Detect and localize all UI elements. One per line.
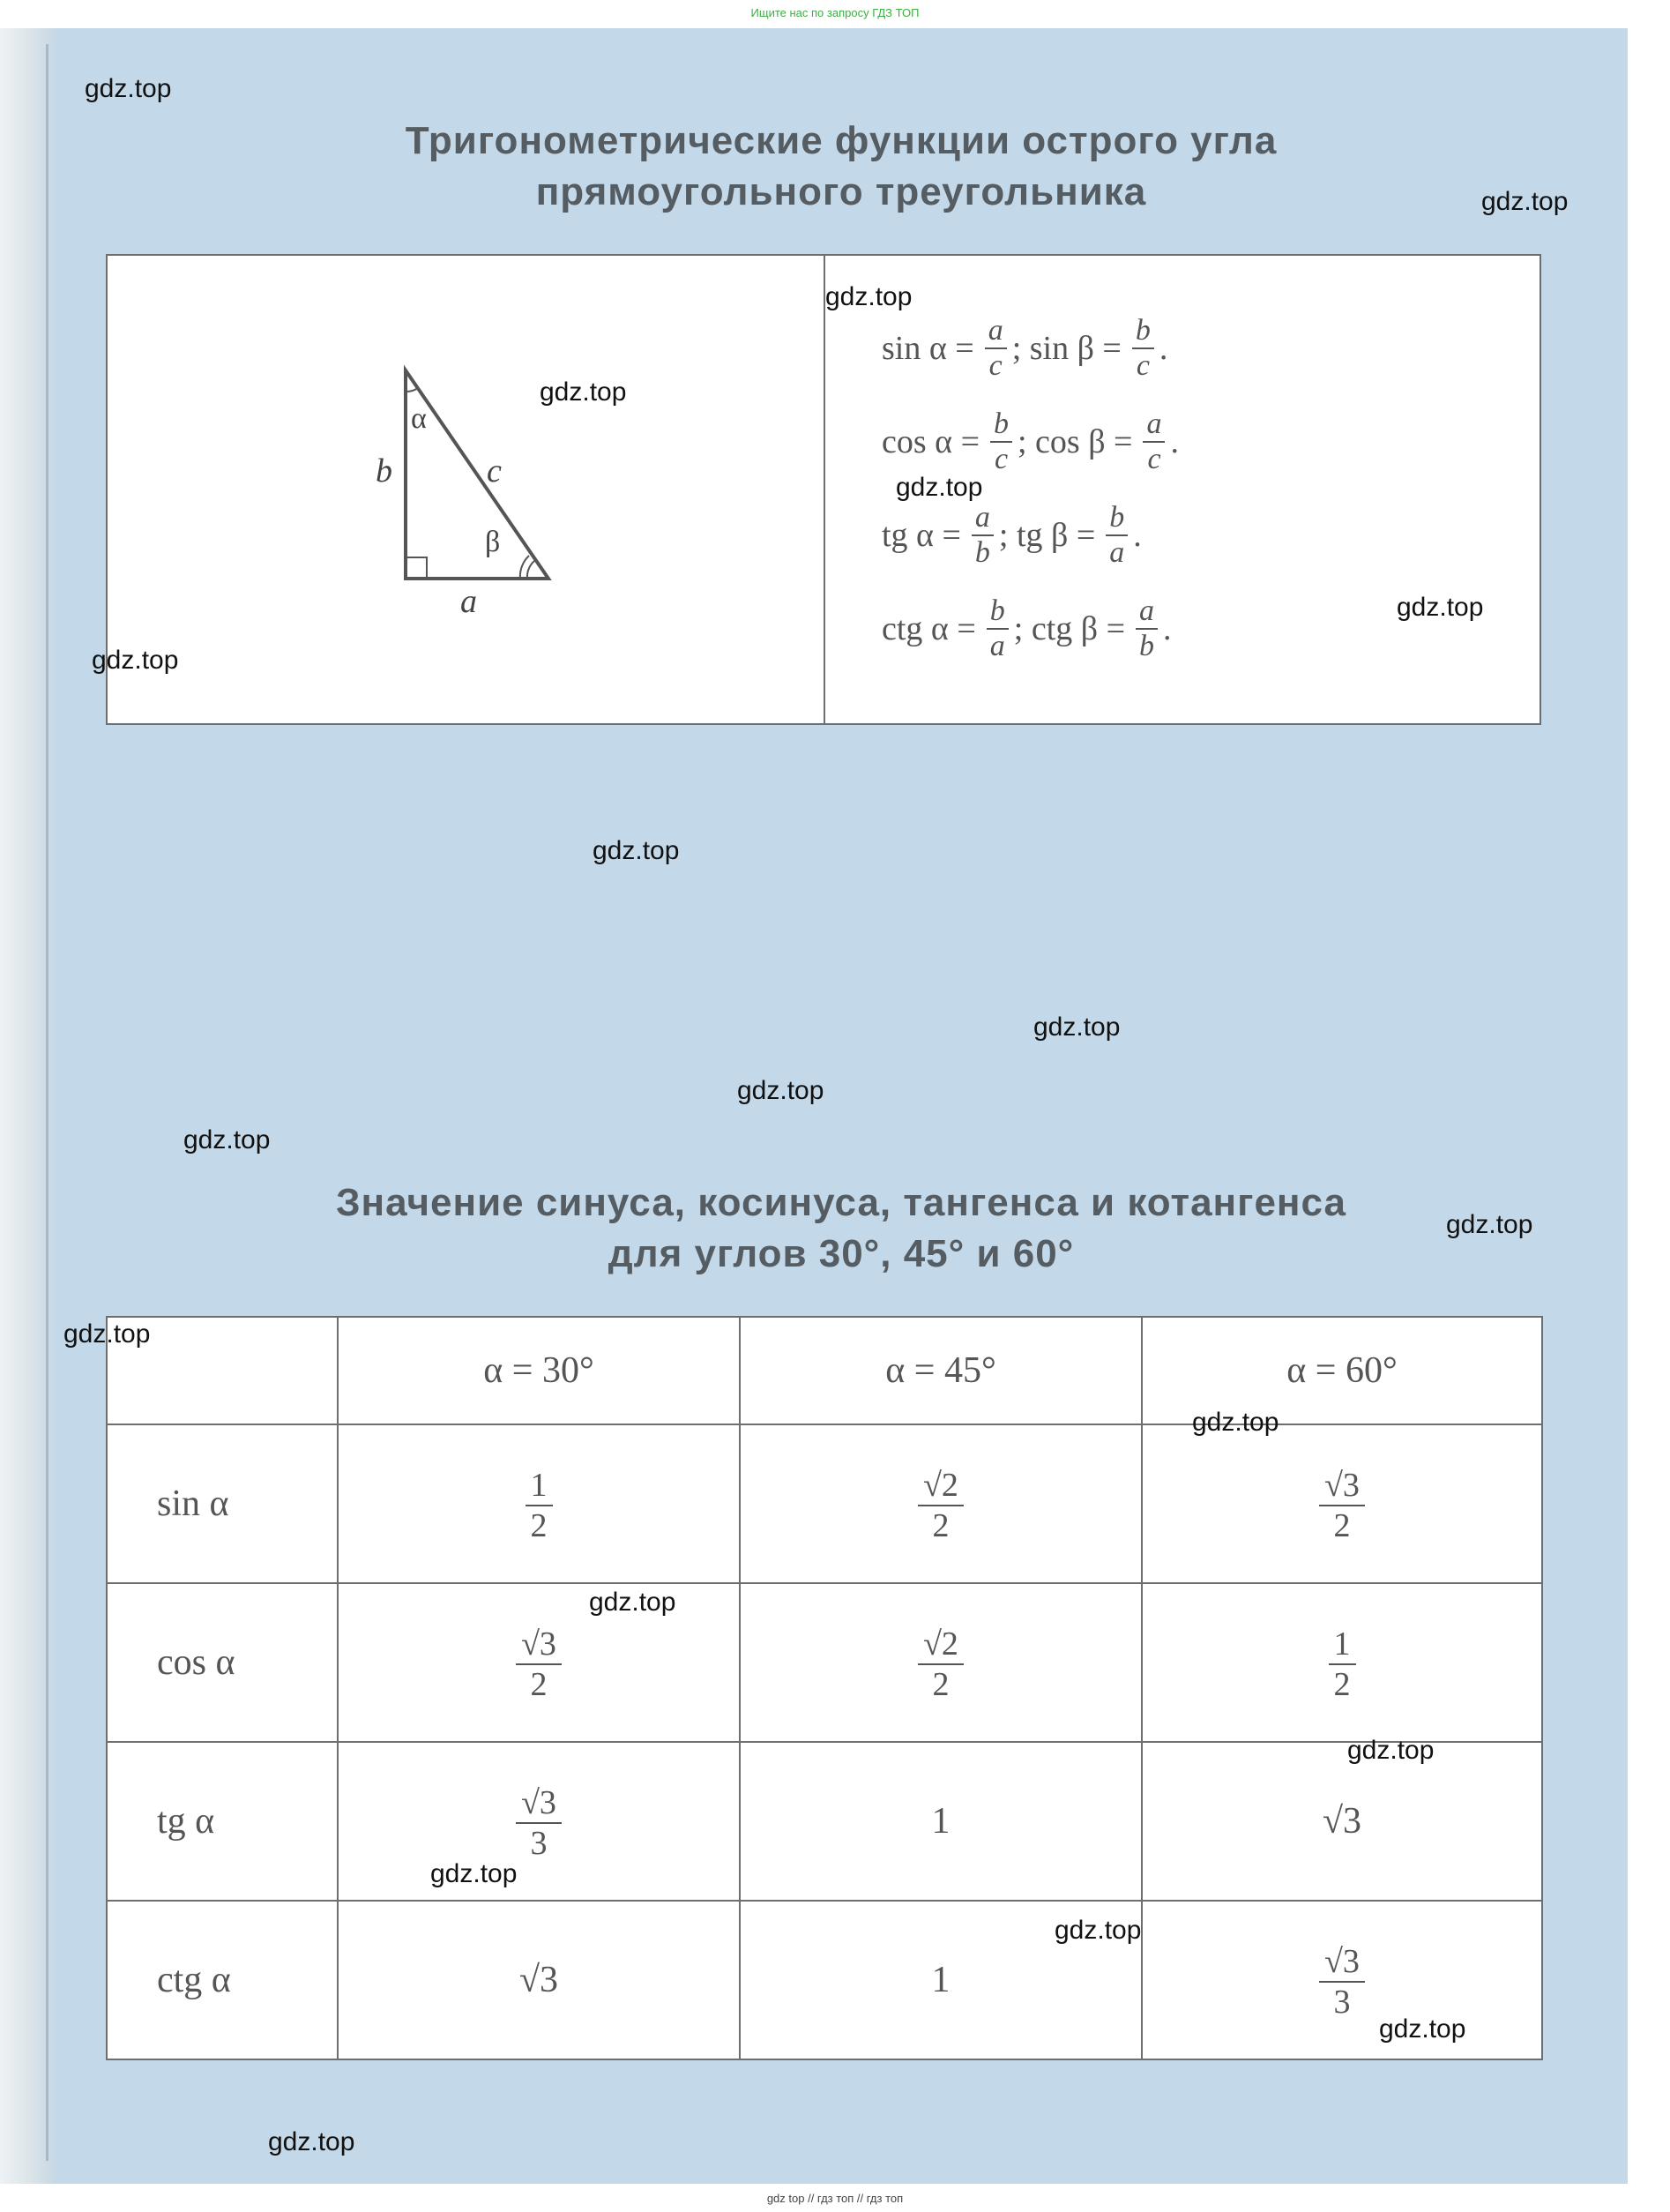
watermark: gdz.top [92, 646, 179, 675]
spine-line [46, 44, 48, 2161]
row-label: tg α [107, 1742, 338, 1901]
side-b-label: b [376, 452, 392, 489]
cos-alpha-label: cos α = [882, 423, 980, 460]
denominator: c [988, 349, 1003, 382]
denominator: b [974, 536, 990, 569]
table-row [107, 1901, 1542, 2059]
value-cell [740, 1583, 1142, 1742]
watermark: gdz.top [1397, 593, 1484, 622]
period: . [1170, 423, 1179, 460]
right-triangle-diagram [108, 256, 824, 723]
side-a-label: a [460, 583, 477, 620]
sin-formula [882, 314, 1167, 383]
denominator: 2 [530, 1506, 548, 1544]
row-label: cos α [107, 1583, 338, 1742]
table-row [107, 1424, 1542, 1583]
alpha-arc [406, 388, 418, 392]
tg-alpha-label: tg α = [882, 517, 961, 554]
right-angle-mark [406, 557, 427, 579]
tg-beta-label: ; tg β = [998, 517, 1096, 554]
sin-alpha-label: sin α = [882, 330, 974, 367]
watermark: gdz.top [593, 836, 680, 865]
period: . [1133, 517, 1142, 554]
box-divider [824, 256, 825, 723]
watermark: gdz.top [1347, 1736, 1435, 1765]
watermark: gdz.top [1481, 187, 1569, 216]
value-cell [1142, 1583, 1542, 1742]
watermark: gdz.top [1192, 1408, 1279, 1437]
numerator: √3 [1319, 1466, 1365, 1506]
value-cell [338, 1742, 740, 1901]
ctg-alpha-fraction [987, 594, 1009, 663]
watermark: gdz.top [896, 473, 983, 502]
section2-title-line1: Значение синуса, косинуса, тангенса и котангенса [335, 1181, 1346, 1224]
denominator: b [1139, 630, 1155, 662]
numerator: a [1136, 594, 1158, 630]
period: . [1163, 610, 1172, 647]
numerator: √2 [918, 1625, 964, 1665]
denominator: 2 [932, 1506, 950, 1544]
numerator: b [1106, 501, 1128, 536]
denominator: c [994, 443, 1009, 475]
cos-formula [882, 407, 1179, 476]
beta-label: β [485, 526, 501, 558]
numerator: √3 [516, 1783, 562, 1824]
period: . [1159, 330, 1168, 367]
denominator: c [1136, 349, 1150, 382]
section1-title-line1: Тригонометрические функции острого угла [405, 119, 1278, 162]
watermark: gdz.top [183, 1125, 271, 1155]
numerator: b [987, 594, 1009, 630]
denominator: a [989, 630, 1005, 662]
table-row [107, 1742, 1542, 1901]
section2-title-line2: для углов 30°, 45° и 60° [608, 1232, 1075, 1275]
row-label: ctg α [107, 1901, 338, 2059]
tg-beta-fraction [1106, 501, 1128, 570]
numerator: b [990, 407, 1012, 443]
watermark: gdz.top [63, 1319, 151, 1349]
denominator: 2 [932, 1665, 950, 1703]
numerator: √2 [918, 1466, 964, 1506]
bottom-banner: gdz top // гдз топ // гдз топ [766, 2192, 904, 2205]
trig-definitions-box [106, 254, 1541, 725]
ctg-formula [882, 594, 1172, 663]
denominator: 3 [530, 1824, 548, 1862]
sin-alpha-fraction [985, 314, 1007, 383]
watermark: gdz.top [1379, 2014, 1466, 2044]
table-row [107, 1583, 1542, 1742]
watermark: gdz.top [1033, 1013, 1121, 1042]
denominator: 2 [1333, 1506, 1351, 1544]
numerator: a [1143, 407, 1165, 443]
watermark: gdz.top [85, 74, 172, 103]
sin-beta-label: ; sin β = [1011, 330, 1122, 367]
column-header: α = 60° [1142, 1317, 1542, 1424]
watermark: gdz.top [1446, 1210, 1533, 1239]
denominator: c [1147, 443, 1161, 475]
table-header-row [107, 1317, 1542, 1424]
cos-beta-label: ; cos β = [1018, 423, 1133, 460]
side-c-label: c [487, 452, 502, 489]
numerator: √3 [516, 1625, 562, 1665]
value-cell [1142, 1901, 1542, 2059]
value-cell: √3 [338, 1901, 740, 2059]
trig-values-table [106, 1316, 1543, 2060]
watermark: gdz.top [825, 282, 913, 311]
numerator: a [985, 314, 1007, 349]
watermark: gdz.top [430, 1859, 518, 1888]
denominator: 2 [1333, 1665, 1351, 1703]
triangle-shape [406, 370, 548, 579]
cos-beta-fraction [1143, 407, 1165, 476]
value-cell: √3 [1142, 1742, 1542, 1901]
alpha-label: α [411, 402, 427, 435]
column-header: α = 45° [740, 1317, 1142, 1424]
tg-formula [882, 501, 1142, 570]
value-cell [338, 1583, 740, 1742]
numerator: √3 [1319, 1942, 1365, 1983]
cos-alpha-fraction [990, 407, 1012, 476]
value-cell [740, 1424, 1142, 1583]
watermark: gdz.top [589, 1588, 676, 1617]
beta-arc-2 [527, 561, 534, 579]
value-cell [1142, 1424, 1542, 1583]
denominator: a [1109, 536, 1125, 569]
tg-alpha-fraction [972, 501, 994, 570]
column-header: α = 30° [338, 1317, 740, 1424]
numerator: b [1132, 314, 1154, 349]
numerator: a [972, 501, 994, 536]
row-label: sin α [107, 1424, 338, 1583]
numerator: 1 [526, 1466, 553, 1506]
denominator: 2 [530, 1665, 548, 1703]
watermark: gdz.top [1055, 1916, 1142, 1945]
watermark: gdz.top [540, 377, 627, 407]
section1-title-line2: прямоугольного треугольника [535, 170, 1147, 213]
numerator: 1 [1329, 1625, 1356, 1665]
value-cell [338, 1424, 740, 1583]
ctg-alpha-label: ctg α = [882, 610, 976, 647]
value-cell: 1 [740, 1742, 1142, 1901]
top-banner: Ищите нас по запросу ГДЗ ТОП [750, 6, 920, 19]
sin-beta-fraction [1132, 314, 1154, 383]
denominator: 3 [1333, 1983, 1351, 2021]
watermark: gdz.top [737, 1076, 824, 1105]
value-cell: 1 [740, 1901, 1142, 2059]
ctg-beta-label: ; ctg β = [1013, 610, 1126, 647]
ctg-beta-fraction [1136, 594, 1158, 663]
watermark: gdz.top [268, 2127, 355, 2156]
